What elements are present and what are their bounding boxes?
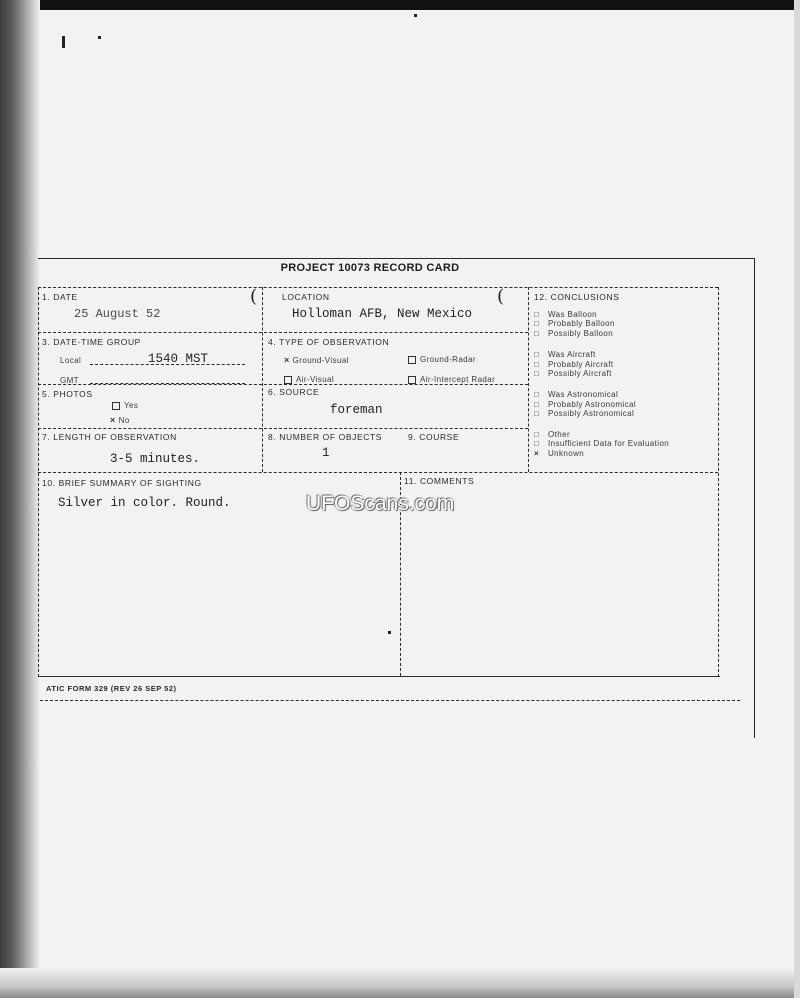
- option-ground-radar[interactable]: Ground-Radar: [408, 355, 476, 364]
- length-of-observation-value: 3-5 minutes.: [110, 452, 201, 466]
- bracket-mark: (: [497, 286, 505, 307]
- type-of-observation-label: 4. TYPE OF OBSERVATION: [268, 337, 390, 347]
- checked-mark-icon: ×: [534, 449, 540, 458]
- checkbox-icon: □: [534, 439, 540, 448]
- checkbox-icon: [112, 402, 120, 410]
- card-top-rule: [38, 258, 754, 259]
- checkbox-icon: □: [534, 319, 540, 328]
- conclusion-option[interactable]: [534, 449, 584, 458]
- source-value: foreman: [330, 403, 383, 417]
- gmt-label: GMT: [60, 376, 79, 385]
- conclusion-option-label: Probably Aircraft: [548, 360, 614, 369]
- number-of-objects-label: 8. NUMBER OF OBJECTS: [268, 432, 383, 442]
- watermark: UFOScans.com: [306, 492, 455, 515]
- scan-speck: [98, 36, 101, 39]
- checkbox-icon: □: [534, 360, 540, 369]
- scan-speck: [62, 36, 65, 48]
- comments-label: 11. COMMENTS: [404, 476, 475, 486]
- checkbox-icon: □: [534, 350, 540, 359]
- column-divider-2: [528, 287, 529, 472]
- card-bottom-rule: [38, 676, 720, 677]
- option-air-intercept-radar[interactable]: Air-Intercept Radar: [408, 375, 495, 384]
- conclusion-option-label: Was Aircraft: [548, 350, 596, 359]
- bracket-mark: (: [250, 286, 258, 307]
- conclusion-option[interactable]: [534, 350, 596, 359]
- date-time-group-label: 3. DATE-TIME GROUP: [42, 337, 141, 347]
- checkbox-icon: □: [534, 409, 540, 418]
- photos-no-option[interactable]: × No: [110, 415, 130, 425]
- column-divider-1: [262, 287, 263, 472]
- brief-summary-label: 10. BRIEF SUMMARY OF SIGHTING: [42, 478, 202, 488]
- scan-right-edge: [794, 0, 800, 998]
- form-id: ATIC FORM 329 (REV 26 SEP 52): [46, 684, 177, 693]
- conclusion-option[interactable]: [534, 439, 669, 448]
- location-label: LOCATION: [282, 292, 330, 302]
- card-right-rule: [754, 258, 755, 738]
- conclusion-option[interactable]: [534, 409, 634, 418]
- photos-label: 5. PHOTOS: [42, 389, 93, 399]
- card-inner-right-rule: [718, 287, 719, 677]
- conclusion-option[interactable]: [534, 400, 636, 409]
- conclusion-option-label: Probably Astronomical: [548, 400, 636, 409]
- scan-speck: [388, 631, 391, 634]
- checkbox-icon: □: [534, 390, 540, 399]
- course-label: 9. COURSE: [408, 432, 460, 442]
- date-label: 1. DATE: [42, 292, 78, 302]
- conclusion-option[interactable]: [534, 369, 612, 378]
- length-of-observation-label: 7. LENGTH OF OBSERVATION: [42, 432, 177, 442]
- checked-mark-icon: ×: [110, 415, 116, 425]
- location-value: Holloman AFB, New Mexico: [292, 307, 473, 321]
- local-time-value: 1540 MST: [148, 352, 209, 366]
- date-value: 25 August 52: [74, 307, 161, 321]
- row-rule-4: [38, 472, 718, 473]
- row-rule-3: [38, 428, 528, 429]
- gmt-line: [90, 383, 245, 384]
- checkbox-icon: [408, 356, 416, 364]
- conclusion-option[interactable]: [534, 430, 570, 439]
- option-ground-visual[interactable]: × Ground-Visual: [284, 355, 349, 365]
- card-lower-rule: [40, 700, 740, 701]
- conclusion-option-label: Was Astronomical: [548, 390, 619, 399]
- card-header-rule: [38, 287, 718, 288]
- conclusion-option-label: Possibly Astronomical: [548, 409, 635, 418]
- card-title: PROJECT 10073 RECORD CARD: [280, 262, 460, 274]
- checkbox-icon: □: [534, 430, 540, 439]
- conclusion-option[interactable]: [534, 329, 613, 338]
- scan-bottom-edge: [0, 968, 800, 998]
- option-air-visual[interactable]: Air-Visual: [284, 375, 334, 384]
- row-rule-1: [38, 332, 528, 333]
- checkbox-icon: □: [534, 329, 540, 338]
- conclusion-option-label: Was Balloon: [548, 310, 598, 319]
- conclusion-option[interactable]: [534, 310, 597, 319]
- conclusion-option-label: Possibly Balloon: [548, 329, 614, 338]
- scan-top-edge: [0, 0, 800, 10]
- card-left-rule: [38, 287, 39, 677]
- conclusion-option-label: Possibly Aircraft: [548, 369, 612, 378]
- conclusion-option-label: Insufficient Data for Evaluation: [548, 439, 670, 448]
- local-time-label: Local: [60, 356, 82, 365]
- checkbox-icon: □: [534, 400, 540, 409]
- photos-yes-option[interactable]: Yes: [112, 401, 138, 410]
- checkbox-icon: □: [534, 310, 540, 319]
- conclusion-option-label: Probably Balloon: [548, 319, 615, 328]
- checkbox-icon: [284, 376, 292, 384]
- scan-speck: [414, 14, 417, 17]
- scan-left-edge: [0, 0, 40, 998]
- conclusion-option[interactable]: [534, 390, 618, 399]
- row-rule-2: [38, 384, 528, 385]
- conclusion-option-label: Other: [548, 430, 571, 439]
- conclusions-label: 12. CONCLUSIONS: [534, 292, 620, 302]
- checked-mark-icon: ×: [284, 355, 290, 365]
- checkbox-icon: [408, 376, 416, 384]
- source-label: 6. SOURCE: [268, 387, 320, 397]
- conclusion-option-label: Unknown: [548, 449, 585, 458]
- number-of-objects-value: 1: [322, 446, 330, 460]
- conclusion-option[interactable]: [534, 319, 615, 328]
- checkbox-icon: □: [534, 369, 540, 378]
- brief-summary-value: Silver in color. Round.: [58, 496, 231, 510]
- conclusion-option[interactable]: [534, 360, 614, 369]
